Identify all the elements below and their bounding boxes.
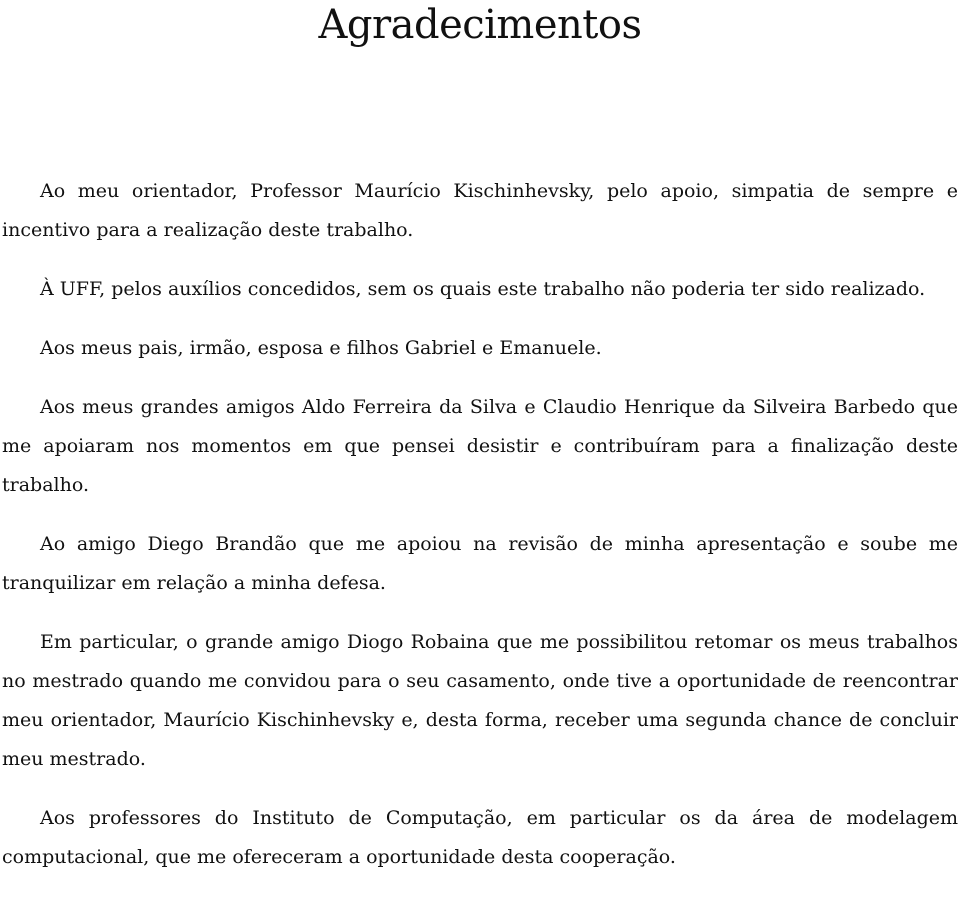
paragraph-professors: Aos professores do Instituto de Computação, em particular os da área de modelagem computacional, que me ofereceram a oportunidade desta cooperação. (2, 807, 958, 868)
paragraph-friends: Aos meus grandes amigos Aldo Ferreira da Silva e Claudio Henrique da Silveira Barbedo que me apoiaram nos momentos em que pensei desistir e contribuíram para a finalização deste trabalho. (2, 396, 958, 496)
acknowledgements-body (2, 172, 958, 897)
paragraph-diego: Ao amigo Diego Brandão que me apoiou na revisão de minha apresentação e soube me tranquilizar em relação a minha defesa. (2, 533, 958, 594)
page-title: Agradecimentos (318, 2, 642, 48)
paragraph-advisor: Ao meu orientador, Professor Maurício Kischinhevsky, pelo apoio, simpatia de sempre e incentivo para a realização deste trabalho. (2, 180, 958, 241)
paragraph-uff: À UFF, pelos auxílios concedidos, sem os quais este trabalho não poderia ter sido realizado. (40, 278, 926, 300)
paragraph-family: Aos meus pais, irmão, esposa e filhos Gabriel e Emanuele. (40, 337, 602, 359)
paragraph-diogo: Em particular, o grande amigo Diogo Robaina que me possibilitou retomar os meus trabalhos no mestrado quando me convidou para o seu casamento, onde tive a oportunidade de reencontrar meu orientador, Maurício Kischinhevsky e, desta forma, receber uma segunda chance de concluir meu mestrado. (2, 631, 958, 770)
